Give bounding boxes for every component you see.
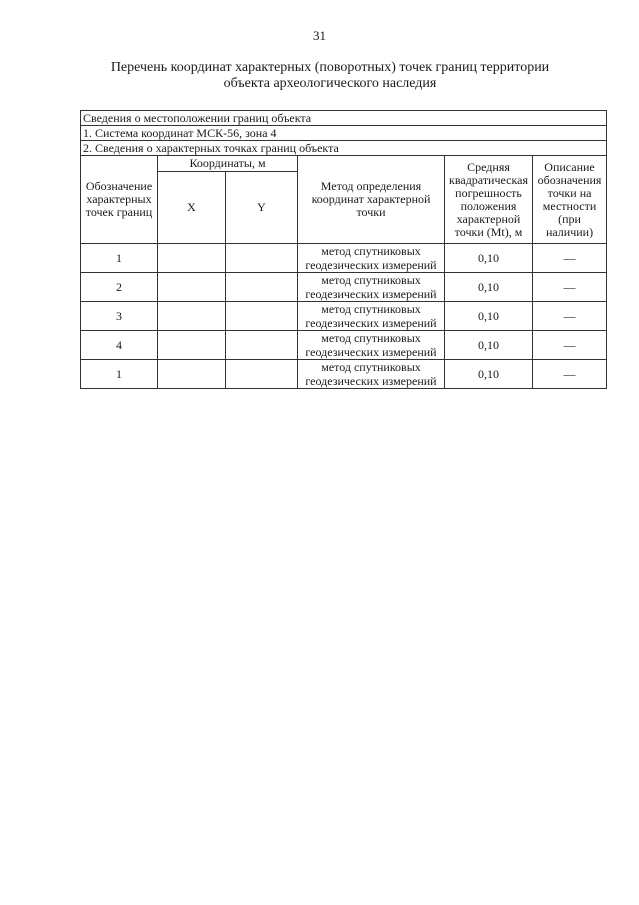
header-y: Y [226, 172, 298, 244]
y-cell [226, 360, 298, 389]
method-line-1: метод спутниковых [321, 273, 421, 287]
method-line-2: геодезических измерений [305, 374, 437, 388]
x-cell [158, 360, 226, 389]
section-coordinate-system: 1. Система координат МСК-56, зона 4 [81, 126, 607, 141]
x-cell [158, 273, 226, 302]
x-cell [158, 244, 226, 273]
method-cell [298, 360, 445, 389]
section-points: 2. Сведения о характерных точках границ объекта [81, 141, 607, 156]
table-row [81, 331, 607, 360]
coordinates-table [80, 110, 607, 389]
header-x: X [158, 172, 226, 244]
header-coordinates: Координаты, м [158, 156, 298, 172]
method-line-1: метод спутниковых [321, 331, 421, 345]
page-number: 31 [313, 28, 326, 43]
header-method: Метод определения координат характерной точки [298, 156, 445, 244]
description-cell: — [533, 360, 607, 389]
y-cell [226, 244, 298, 273]
description-cell: — [533, 302, 607, 331]
description-cell: — [533, 273, 607, 302]
error-cell: 0,10 [445, 360, 533, 389]
section-location: Сведения о местоположении границ объекта [81, 111, 607, 126]
error-cell: 0,10 [445, 302, 533, 331]
point-cell: 1 [81, 360, 158, 389]
point-cell: 2 [81, 273, 158, 302]
method-line-2: геодезических измерений [305, 258, 437, 272]
method-line-1: метод спутниковых [321, 360, 421, 374]
table-row [81, 273, 607, 302]
point-cell: 4 [81, 331, 158, 360]
method-cell [298, 273, 445, 302]
method-line-2: геодезических измерений [305, 316, 437, 330]
error-cell: 0,10 [445, 244, 533, 273]
description-cell: — [533, 331, 607, 360]
document-title [90, 60, 570, 92]
header-designation: Обозначение характерных точек границ [81, 156, 158, 244]
description-cell: — [533, 244, 607, 273]
header-description: Описание обозначения точки на местности (при наличии) [533, 156, 607, 244]
method-cell [298, 244, 445, 273]
method-line-1: метод спутниковых [321, 244, 421, 258]
y-cell [226, 273, 298, 302]
point-cell: 3 [81, 302, 158, 331]
title-line-1: Перечень координат характерных (поворотных) точек границ территории [110, 60, 550, 75]
error-cell: 0,10 [445, 273, 533, 302]
x-cell [158, 331, 226, 360]
x-cell [158, 302, 226, 331]
method-line-2: геодезических измерений [305, 287, 437, 301]
table-row [81, 360, 607, 389]
y-cell [226, 331, 298, 360]
method-cell [298, 302, 445, 331]
title-line-2: объекта археологического наследия [223, 76, 437, 91]
method-line-2: геодезических измерений [305, 345, 437, 359]
y-cell [226, 302, 298, 331]
table-row [81, 302, 607, 331]
method-line-1: метод спутниковых [321, 302, 421, 316]
method-cell [298, 331, 445, 360]
error-cell: 0,10 [445, 331, 533, 360]
point-cell: 1 [81, 244, 158, 273]
table-row [81, 244, 607, 273]
header-error: Средняя квадратическая погрешность положения характерной точки (Mt), м [445, 156, 533, 244]
